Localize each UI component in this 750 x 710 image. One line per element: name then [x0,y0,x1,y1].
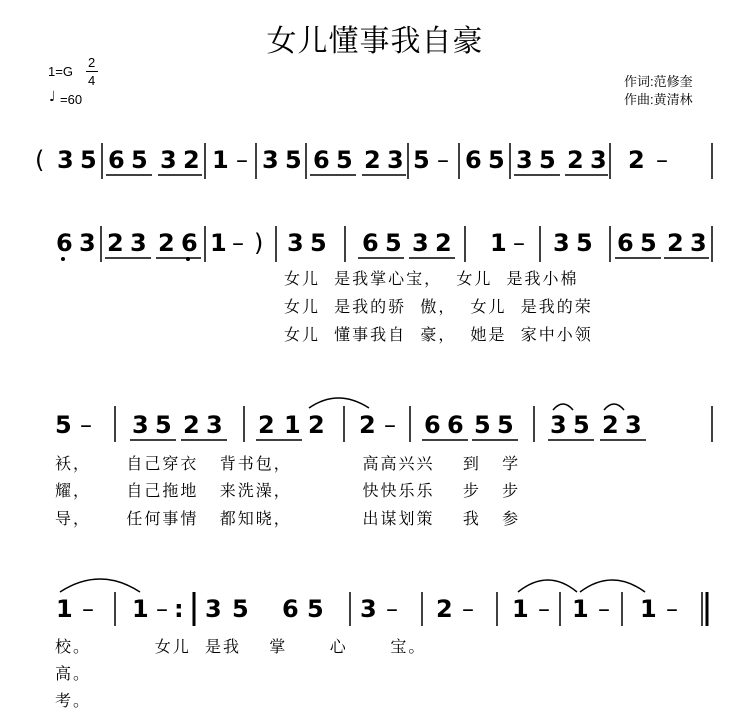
note: 5 [385,229,402,257]
note: 2 [107,229,124,257]
dash: – [538,595,550,623]
note: ( [35,146,45,174]
note: 3 [360,595,377,623]
note: 3 [132,411,149,439]
note: 5 [307,595,324,623]
lyric-verse-2: 女儿 是我的骄 傲， 女儿 是我的荣 [284,297,593,316]
note: 3 [205,595,222,623]
note: 5 [573,411,590,439]
repeat-sign: : [174,595,184,623]
note: 3 [206,411,223,439]
composer-credit: 作曲:黄清林 [624,92,693,107]
note: 5 [488,146,505,174]
note: 3 [160,146,177,174]
note: 2 [667,229,684,257]
note: 6 [108,146,125,174]
note: 6 [282,595,299,623]
note: 3 [79,229,96,257]
note: 5 [232,595,249,623]
note: 6 [465,146,482,174]
lyric-verse-2: 高。 [55,664,92,683]
dash: – [82,595,94,623]
note: 6 [313,146,330,174]
dash: – [232,229,244,257]
note: 1 [490,229,507,257]
note: 5 [474,411,491,439]
note: 3 [516,146,533,174]
lyric-verse-3: 导， 任何事情 都知晓， 出谋划策 我 参 [55,509,521,528]
note: 5 [640,229,657,257]
note: 3 [412,229,429,257]
dash: – [513,229,525,257]
note: 3 [590,146,607,174]
quarter-note-icon: ♩ [49,89,56,105]
note: 3 [387,146,404,174]
note: 6 [362,229,379,257]
note: 2 [602,411,619,439]
note: 6 [617,229,634,257]
note: 3 [287,229,304,257]
dash: – [656,146,668,174]
note: 3 [262,146,279,174]
dash: – [386,595,398,623]
note: 2 [308,411,325,439]
dash: – [437,146,449,174]
lyricist-credit: 作词:范修奎 [624,74,693,89]
note: 2 [183,411,200,439]
note: 5 [155,411,172,439]
note: 6 [56,229,73,257]
note: 3 [57,146,74,174]
note: 2 [436,595,453,623]
dash: – [462,595,474,623]
lyric-verse-2: 耀， 自己拖地 来洗澡， 快快乐乐 步 步 [55,481,521,500]
note: 1 [572,595,589,623]
lyric-verse-1: 女儿 是我掌心宝， 女儿 是我小棉 [284,269,579,288]
note: 3 [130,229,147,257]
note: 5 [497,411,514,439]
note: 3 [625,411,642,439]
note: 2 [158,229,175,257]
note: 1 [56,595,73,623]
dash: – [236,146,248,174]
note: 1 [640,595,657,623]
note: 5 [131,146,148,174]
note: 2 [359,411,376,439]
note: 1 [512,595,529,623]
key-signature: 1=G [48,64,73,79]
dash: – [666,595,678,623]
note: 5 [80,146,97,174]
note: 3 [550,411,567,439]
note: 5 [310,229,327,257]
close-paren: ) [254,229,264,257]
tempo-marking: =60 [60,92,83,107]
dash: – [156,595,168,623]
note: 5 [55,411,72,439]
note: 5 [539,146,556,174]
lyric-verse-3: 女儿 懂事我自 豪， 她是 家中小领 [284,325,593,344]
note: 2 [567,146,584,174]
note: 2 [258,411,275,439]
note: 2 [364,146,381,174]
dash: – [384,411,396,439]
note: 1 [132,595,149,623]
note: 6 [447,411,464,439]
dash: – [80,411,92,439]
time-signature-top: 2 [88,55,96,70]
note: 5 [285,146,302,174]
note: 2 [183,146,200,174]
note: 3 [690,229,707,257]
note: 5 [413,146,430,174]
note: 6 [424,411,441,439]
note: 3 [553,229,570,257]
note: 1 [284,411,301,439]
time-signature-bottom: 4 [88,73,96,88]
dash: – [598,595,610,623]
note: 2 [628,146,645,174]
note: 5 [576,229,593,257]
lyric-verse-1: 袄， 自己穿衣 背书包， 高高兴兴 到 学 [55,454,521,473]
note: 2 [435,229,452,257]
lyric-verse-1: 校。 女儿 是我 掌 心 宝。 [55,637,427,656]
note: 5 [336,146,353,174]
note: 1 [210,229,227,257]
note: 6 [181,229,198,257]
song-title: 女儿懂事我自豪 [266,24,484,59]
lyric-verse-3: 考。 [55,691,92,710]
note: 1 [212,146,229,174]
